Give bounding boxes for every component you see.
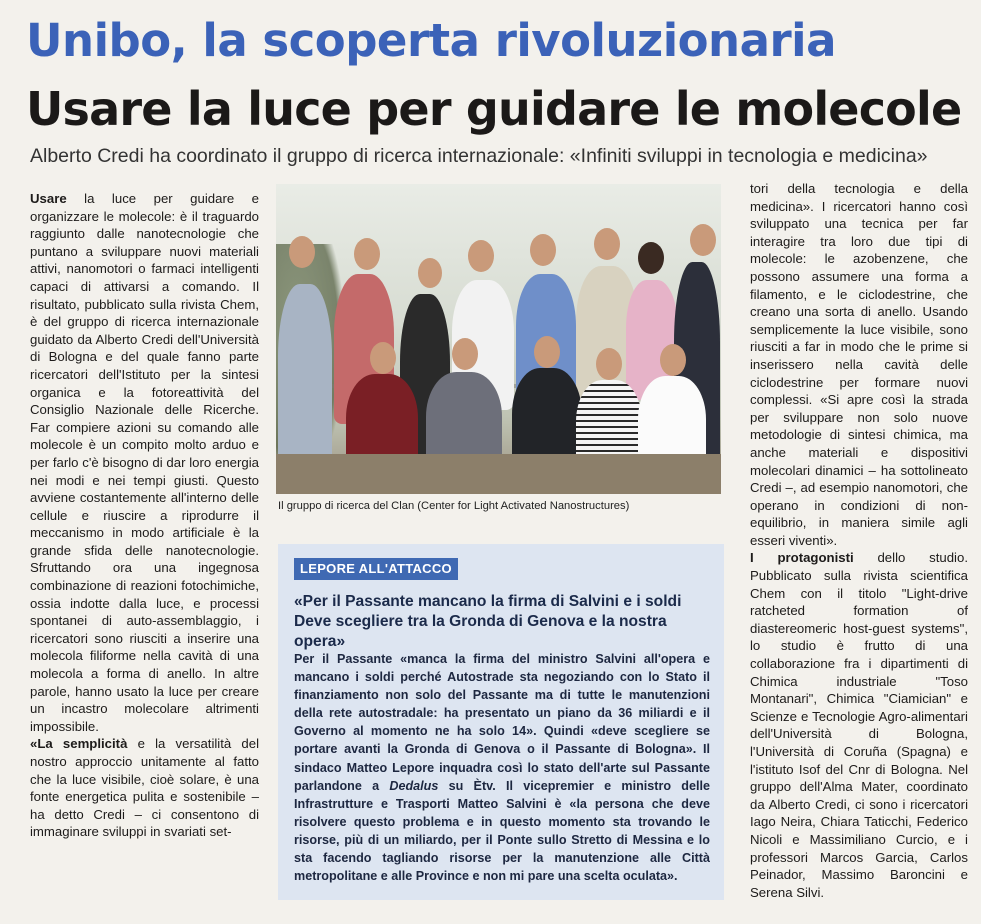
person-head [660, 344, 686, 376]
paragraph-3 [750, 180, 968, 549]
box-show-name: Dedalus [389, 778, 439, 793]
person-head [596, 348, 622, 380]
person-head [534, 336, 560, 368]
lead-in: Usare [30, 191, 67, 206]
article-column-left [30, 190, 259, 910]
person-head [452, 338, 478, 370]
box-body [294, 650, 710, 896]
paragraph-text: e la versatilità del nostro approccio unitamente al fatto che la luce visibile, cioè solare, è una fonte energetica pulita e sostenibile – ha detto Credi – ci consentono di immaginare sviluppi in svariati set- [30, 736, 259, 840]
person-figure [278, 284, 332, 464]
box-title: «Per il Passante mancano la firma di Salvini e i soldi Deve scegliere tra la Gronda di Genova e la nostra opera» [294, 593, 682, 650]
lead-in: «La semplicità [30, 736, 128, 752]
person-head [354, 238, 380, 270]
paragraph-1 [30, 190, 259, 735]
person-head [418, 258, 442, 288]
person-head [370, 342, 396, 374]
box-lead-in: Per [294, 652, 315, 666]
box-text-b: su Ètv. Il vicepremier e ministro delle Infrastrutture e Trasporti Matteo Salvini è «la persona che deve risolvere questo problema e in questo momento sta trovando le risorse, più di un miliardo, per il Ponte sullo Stretto di Messina e lo sta facendo tagliando risorse per la manutenzione alle Città metropolitane e alle Province e non mi pare una scelta oculata». [294, 778, 710, 884]
headline: Usare la luce per guidare le molecole [26, 82, 962, 136]
person-head [530, 234, 556, 266]
person-head [638, 242, 664, 274]
paragraph-2 [30, 735, 259, 841]
person-head [690, 224, 716, 256]
box-text-a: il Passante «manca la firma del ministro Salvini all'opera e mancano i soldi perché Autostrade sta negoziando con lo Stato il finanziamento non solo del Passante ma di tutte le manutenzioni della rete autostradale: ha presentato un piano da 36 miliardi e il Governo al momento ne ha solo 14». Quindi «deve scegliere se portare avanti la Gronda di Genova o il Passante di Bologna». Il sindaco Matteo Lepore inquadra così lo stato dell'arte sul Passante parlandone a [294, 652, 710, 793]
group-photo [276, 184, 721, 494]
person-head [468, 240, 494, 272]
paragraph-text: dello studio. Pubblicato sulla rivista scientifica Chem con il titolo "Light-drive ratcheted formation of diastereomeric host-guest systems", lo studio è frutto di una collaborazione fra i dipartimenti di Chimica industriale "Toso Montanari", Chimica "Ciamician" e Scienze e Tecnologie Agro-alimentari dell'Università di Bologna, l'Università di Coruña (Spagna) e l'istituto Isof del Cnr di Bologna. Nel gruppo dell'Alma Mater, coordinato da Alberto Credi, ci sono i ricercatori Iago Neira, Chiara Taticchi, Federico Nicoli e Massimiliano Curcio, e i professori Marcos Garcia, Carlos Peinador, Massimo Baroncini e Serena Silvi. [750, 550, 968, 900]
lead-in: I protagonisti [750, 550, 854, 566]
article-column-right [750, 180, 968, 910]
paragraph-text: la luce per guidare e organizzare le molecole: è il traguardo raggiunto dalle nanotecnologie che puntano a sviluppare nuovi materiali attivi, nanomotori o farmaci intelligenti capaci di attivarsi a comando. Il risultato, pubblicato sulla rivista Chem, è del gruppo di ricerca internazionale guidato da Alberto Credi dell'Università di Bologna e del quale fanno parte ricercatori dell'Istituto per la sintesi organica e la fotoreattività del Consiglio Nazionale delle Ricerche. Far compiere azioni su comando alle molecole è un compito molto arduo e per farlo c'è bisogno di dar loro energia nei modi e nei tempi giusti. Questo avviene costantemente all'interno delle cellule e riuscire a riprodurre il meccanismo in modo artificiale è la grande sfida delle nanotecnologie. Sfruttando ora una ingegnosa combinazione di reazioni fotochimiche, ossia indotte dalla luce, e processi spontanei di auto-assemblaggio, i ricercatori sono riusciti a inserire una molecola filiforme nella cavità di una molecola a forma di anello. In altre parole, hanno usato la luce per creare un incastro molecolare altrimenti impossibile. [30, 191, 259, 734]
subhead: Alberto Credi ha coordinato il gruppo di ricerca internazionale: «Infiniti sviluppi in tecnologia e medicina» [30, 145, 928, 167]
photo-caption: Il gruppo di ricerca del Clan (Center for Light Activated Nanostructures) [278, 500, 630, 512]
kicker: Unibo, la scoperta rivoluzionaria [26, 14, 836, 67]
paragraph-text: tori della tecnologia e della medicina». I ricercatori hanno così sviluppato una tecnica per far interagire tra loro due tipi di molecole: le azobenzene, che possono assumere una forma a filamento, e le ciclodestrine, che creano una sorta di anello. Usando semplicemente la luce visibile, sono riusciti a far in modo che le prime si inserissero nella cavità delle ciclodestrine per formare nuovi complessi. «Si apre così la strada per sviluppare non solo nuove metodologie di sintesi chimica, ma anche materiali e dispositivi molecolari dinamici – ha sottolineato Credi –, ad esempio nanomotori, che operano in condizioni di non-equilibrio, in maniera simile agli esseri viventi». [750, 181, 968, 548]
paragraph-4 [750, 549, 968, 901]
photo-ground [276, 454, 721, 494]
sidebar-box [278, 544, 724, 900]
person-head [594, 228, 620, 260]
person-head [289, 236, 315, 268]
box-tag: LEPORE ALL'ATTACCO [294, 558, 458, 580]
